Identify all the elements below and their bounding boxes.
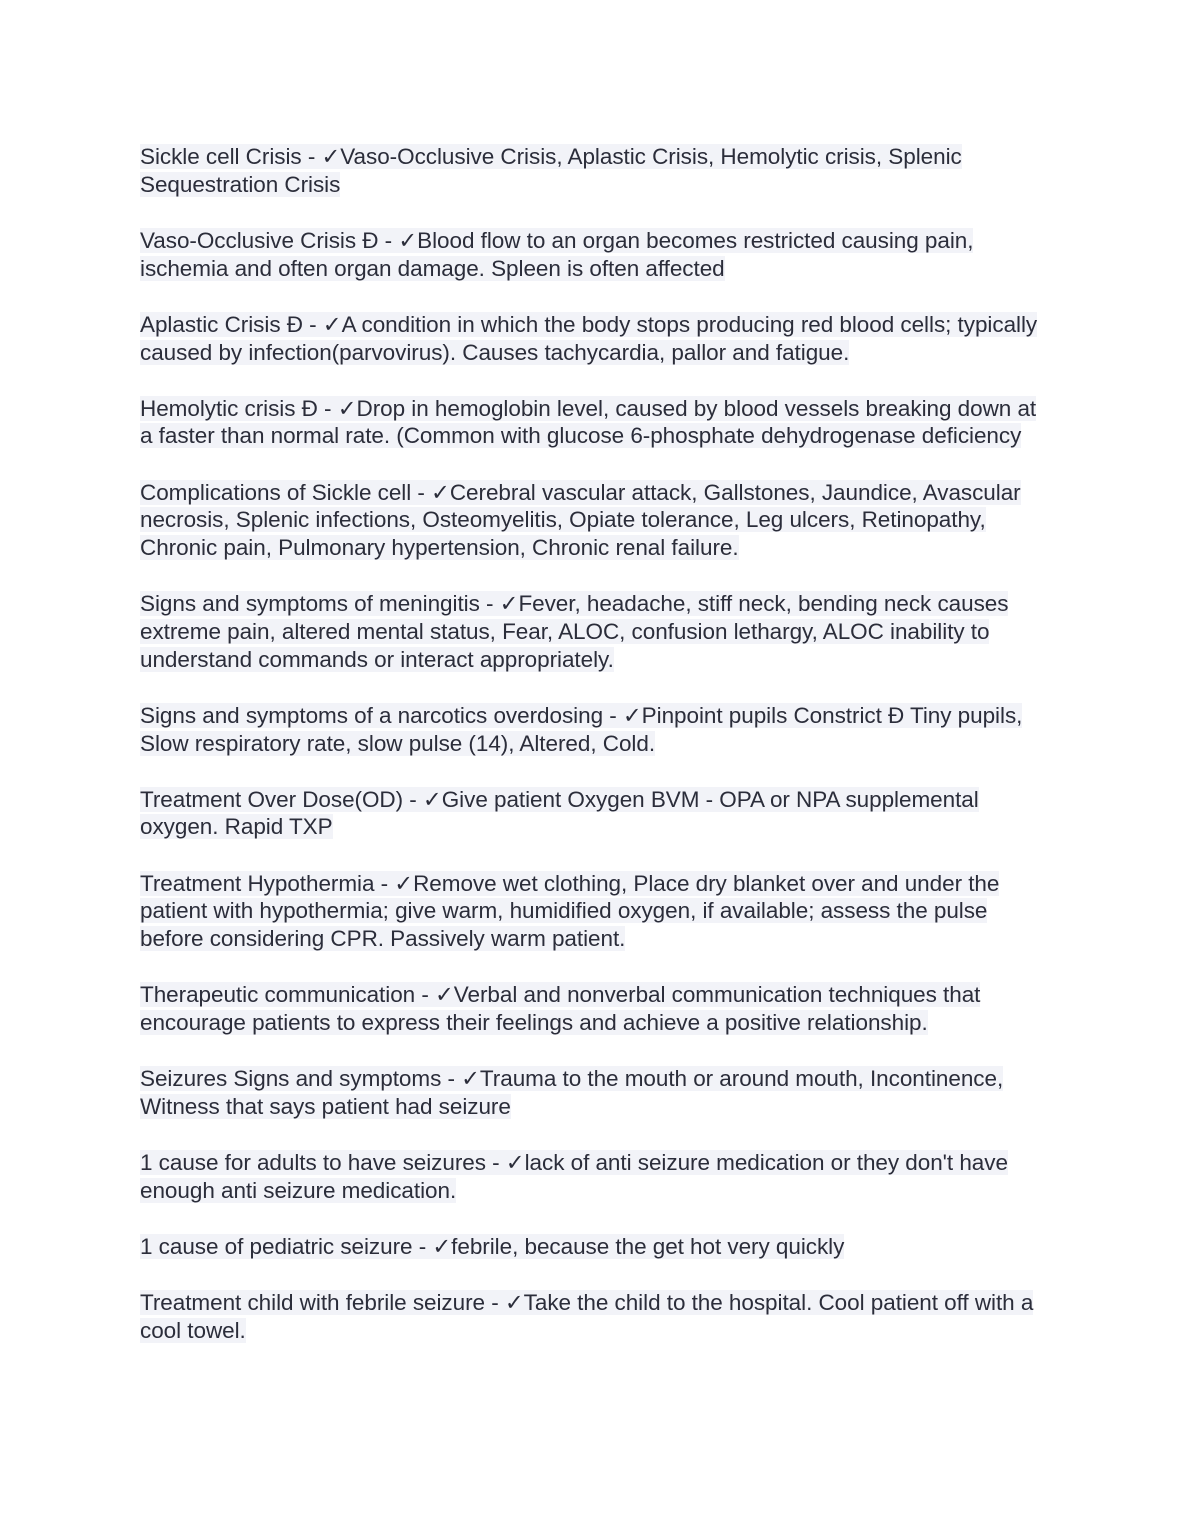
entry-text: Signs and symptoms of meningitis - ✓Fever, headache, stiff neck, bending neck causes extreme pain, altered mental status, Fear, ALOC, confusion lethargy, ALOC inability to understand commands or interact appropriately.	[140, 591, 1009, 672]
entry-text: Hemolytic crisis Ð - ✓Drop in hemoglobin level, caused by blood vessels breaking down at a faster than normal rate. (Common with glucose 6-phosphate dehydrogenase deficiency	[140, 395, 1037, 449]
entry-meningitis-symptoms	[140, 590, 1052, 673]
entry-text: Treatment Hypothermia - ✓Remove wet clothing, Place dry blanket over and under the patient with hypothermia; give warm, humidified oxygen, if available; assess the pulse before considering CPR. Passively warm patient.	[140, 870, 1000, 952]
entry-narcotics-overdose-symptoms	[140, 702, 1052, 757]
entry-text: Complications of Sickle cell - ✓Cerebral vascular attack, Gallstones, Jaundice, Avascular necrosis, Splenic infections, Osteomyelitis, Opiate tolerance, Leg ulcers, Retinopathy, Chronic pain, Pulmonary hypertension, Chronic renal failure.	[140, 479, 1021, 561]
entry-text: Sickle cell Crisis - ✓Vaso-Occlusive Crisis, Aplastic Crisis, Hemolytic crisis, Splenic Sequestration Crisis	[140, 144, 962, 197]
entry-text: Aplastic Crisis Ð - ✓A condition in which the body stops producing red blood cells; typically caused by infection(parvovirus). Causes tachycardia, pallor and fatigue.	[140, 311, 1038, 365]
entry-text: Treatment Over Dose(OD) - ✓Give patient Oxygen BVM - OPA or NPA supplemental oxygen. Rapid TXP	[140, 786, 979, 840]
entry-text: Signs and symptoms of a narcotics overdosing - ✓Pinpoint pupils Constrict Ð Tiny pupils, Slow respiratory rate, slow pulse (14), Altered, Cold.	[140, 702, 1023, 756]
entry-vaso-occlusive-crisis	[140, 227, 1052, 282]
entry-text: 1 cause of pediatric seizure - ✓febrile, because the get hot very quickly	[140, 1233, 845, 1259]
entry-sickle-cell-complications	[140, 479, 1052, 562]
entry-febrile-seizure-treatment	[140, 1289, 1052, 1344]
entry-text: Treatment child with febrile seizure - ✓Take the child to the hospital. Cool patient off with a cool towel.	[140, 1290, 1034, 1343]
entry-overdose-treatment	[140, 786, 1052, 841]
entry-adult-seizure-cause	[140, 1149, 1052, 1204]
entry-text: 1 cause for adults to have seizures - ✓lack of anti seizure medication or they don't have enough anti seizure medication.	[140, 1150, 1008, 1203]
entry-text: Seizures Signs and symptoms - ✓Trauma to the mouth or around mouth, Incontinence, Witness that says patient had seizure	[140, 1066, 1004, 1119]
entry-seizure-symptoms	[140, 1065, 1052, 1120]
entry-pediatric-seizure-cause	[140, 1233, 1052, 1261]
entry-therapeutic-communication	[140, 981, 1052, 1036]
entry-text: Vaso-Occlusive Crisis Ð - ✓Blood flow to an organ becomes restricted causing pain, ischemia and often organ damage. Spleen is often affected	[140, 227, 974, 281]
entry-hemolytic-crisis	[140, 395, 1052, 450]
entry-sickle-cell-crisis	[140, 143, 1052, 198]
entry-hypothermia-treatment	[140, 870, 1052, 953]
entry-aplastic-crisis	[140, 311, 1052, 366]
entry-text: Therapeutic communication - ✓Verbal and nonverbal communication techniques that encourage patients to express their feelings and achieve a positive relationship.	[140, 982, 981, 1035]
document-body	[140, 143, 1052, 1373]
